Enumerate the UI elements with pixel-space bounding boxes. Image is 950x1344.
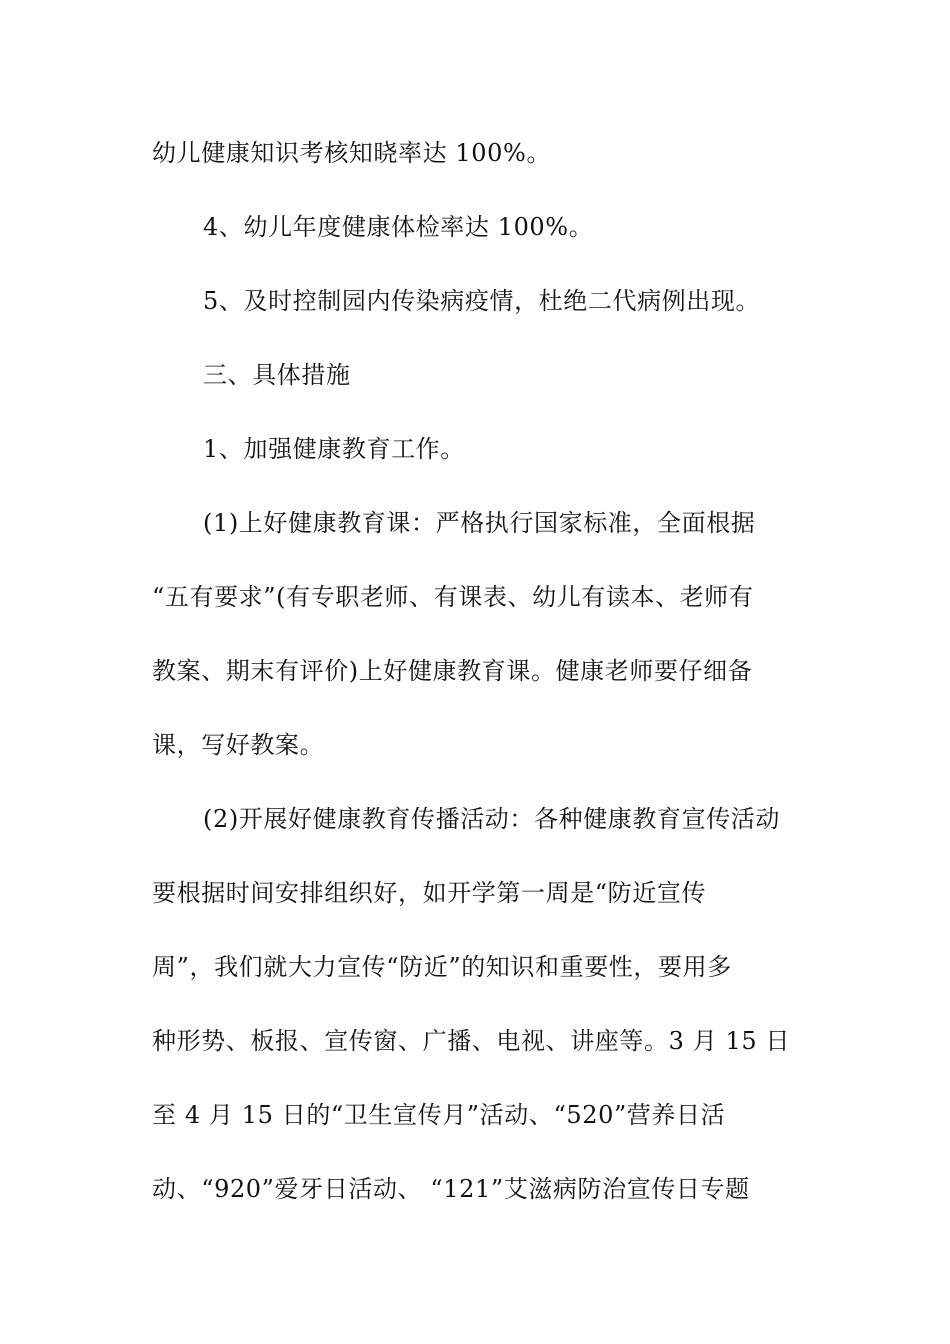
subheading-1: 1、加强健康教育工作。 — [203, 435, 465, 463]
paragraph-line: 动、“920”爱牙日活动、 “121”艾滋病防治宣传日专题 — [152, 1175, 750, 1203]
paragraph-line: (1)上好健康教育课：严格执行国家标准，全面根据 — [203, 509, 756, 537]
paragraph-line: 幼儿健康知识考核知晓率达 100%。 — [152, 139, 552, 167]
paragraph-line: 至 4 月 15 日的“卫生宣传月”活动、“520”营养日活 — [152, 1101, 726, 1129]
paragraph-line: 种形势、板报、宣传窗、广播、电视、讲座等。3 月 15 日 — [152, 1027, 791, 1055]
paragraph-line: (2)开展好健康教育传播活动：各种健康教育宣传活动 — [203, 805, 780, 833]
list-item-5: 5、及时控制园内传染病疫情，杜绝二代病例出现。 — [203, 287, 761, 315]
paragraph-line: 周”，我们就大力宣传“防近”的知识和重要性，要用多 — [152, 953, 732, 981]
list-item-4: 4、幼儿年度健康体检率达 100%。 — [203, 213, 594, 241]
section-heading: 三、具体措施 — [203, 361, 351, 389]
paragraph-line: 课，写好教案。 — [152, 731, 325, 759]
paragraph-line: 要根据时间安排组织好，如开学第一周是“防近宣传 — [152, 879, 707, 907]
paragraph-line: “五有要求”(有专职老师、有课表、幼儿有读本、老师有 — [152, 583, 754, 611]
paragraph-line: 教案、期末有评价)上好健康教育课。健康老师要仔细备 — [152, 657, 753, 685]
